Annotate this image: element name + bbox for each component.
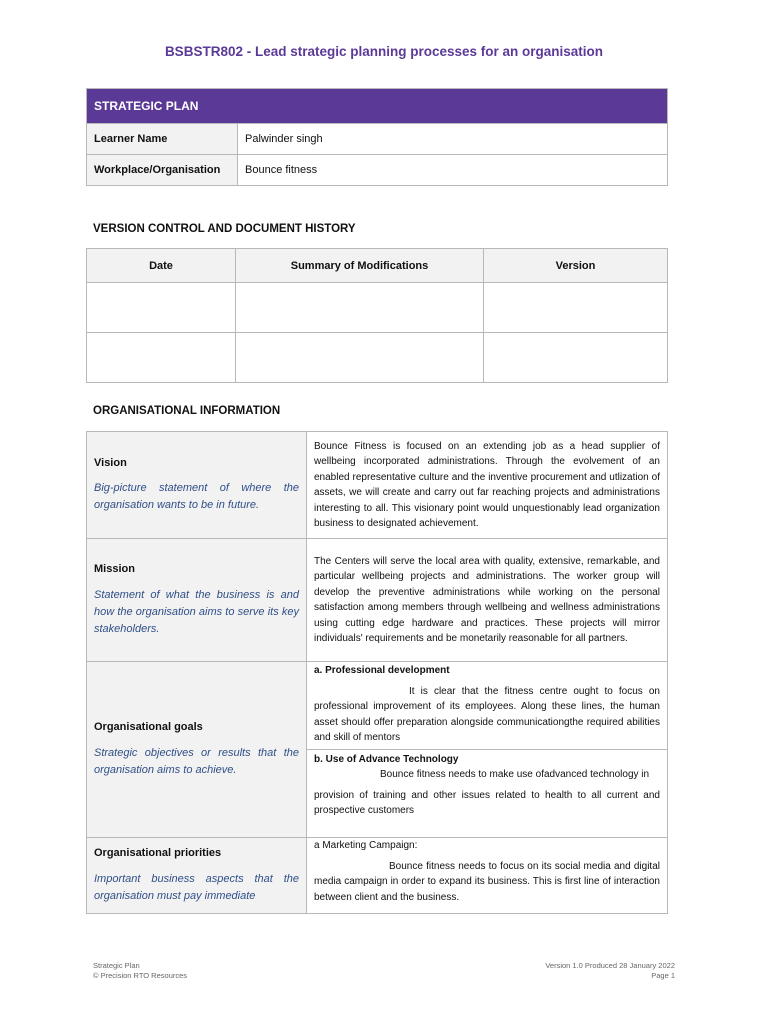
- column-header: Summary of Modifications: [236, 249, 484, 283]
- goal-b-title: b. Use of Advance Technology: [314, 753, 459, 765]
- priorities-content: [307, 838, 668, 914]
- table-row: [87, 283, 668, 333]
- goals-desc: Strategic objectives or results that the organisation aims to achieve.: [94, 746, 299, 776]
- mission-cell: [87, 539, 307, 662]
- vision-desc: Big-picture statement of where the organisation wants to be in future.: [94, 482, 299, 512]
- strategic-plan-header: STRATEGIC PLAN: [87, 89, 668, 124]
- vision-text: Bounce Fitness is focused on an extending job as a head supplier of wellbeing incorporated administrations. Through the evolvement of an enabled representative culture and the inventive procurement and utlization of assets, we will create and carry out far reaching projects and administrations interesting to all. This visionary point would unquestionably lead organization business to designated achievement.: [307, 432, 668, 539]
- column-header: Date: [87, 249, 236, 283]
- goal-a-text: It is clear that the fitness centre ought to focus on professional improvement of its employees. Along these lines, the human asset should offer preparation alongside communicationgthe required abilities and skill of mentors: [314, 685, 660, 743]
- priorities-cell: [87, 838, 307, 914]
- strategic-plan-table: [86, 88, 668, 186]
- goal-b-text1: Bounce fitness needs to make use ofadvanced technology in: [380, 769, 650, 780]
- column-header: Version: [484, 249, 668, 283]
- goal-a-title: a. Professional development: [314, 665, 450, 676]
- workplace-label: Workplace/Organisation: [87, 155, 238, 186]
- footer-right: Version 1.0 Produced 28 January 2022 Page 1: [545, 961, 675, 980]
- mission-label: Mission: [94, 563, 135, 576]
- document-title: BSBSTR802 - Lead strategic planning processes for an organisation: [164, 44, 604, 59]
- goals-cell: [87, 662, 307, 838]
- mission-desc: Statement of what the business is and how the organisation aims to serve its key stakeholders.: [94, 588, 299, 635]
- org-info-table: [86, 431, 668, 914]
- learner-name-value: Palwinder singh: [238, 124, 668, 155]
- vision-cell: [87, 432, 307, 539]
- priorities-label: Organisational priorities: [94, 847, 222, 860]
- goals-content: [307, 662, 668, 838]
- goal-b-text2: provision of training and other issues related to health to all current and prospective customers: [314, 789, 660, 816]
- org-info-heading: ORGANISATIONAL INFORMATION: [93, 405, 281, 417]
- footer-left: Strategic Plan © Precision RTO Resources: [93, 961, 188, 980]
- goals-label: Organisational goals: [94, 721, 203, 734]
- mission-text: The Centers will serve the local area with quality, extensive, remarkable, and particular wellbeing projects and administrations. The worker group will develop the preventive administrations while working on the personal satisfaction among members through wellbeing and wellness administrations using cutting edge hardware and practices. These projects will mirror individuals' requirements and be monetarily reasonable for all partners.: [307, 539, 668, 662]
- table-row: [87, 333, 668, 383]
- version-control-heading: VERSION CONTROL AND DOCUMENT HISTORY: [93, 223, 356, 235]
- version-control-table: [86, 248, 668, 383]
- learner-name-label: Learner Name: [87, 124, 238, 155]
- goal-b-block: [307, 749, 667, 821]
- vision-label: Vision: [94, 456, 127, 469]
- priority-a-text: Bounce fitness needs to focus on its social media and digital media campaign in order to expand its business. This is first line of interaction between client and the business.: [314, 860, 660, 903]
- priorities-desc: Important business aspects that the organisation must pay immediate: [94, 872, 299, 902]
- workplace-value: Bounce fitness: [238, 155, 668, 186]
- priority-a-title: a Marketing Campaign:: [314, 840, 418, 851]
